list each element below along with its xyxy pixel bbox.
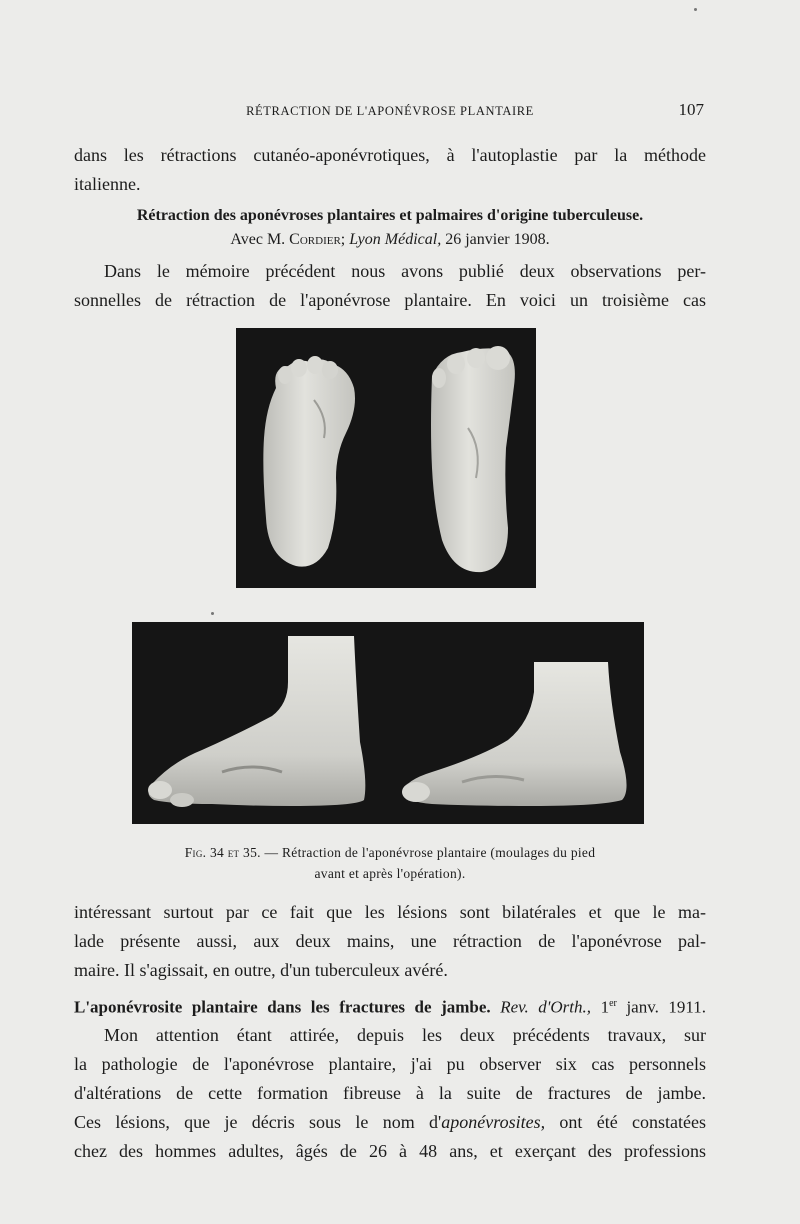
figure-35-photo xyxy=(132,622,644,824)
paper-speck xyxy=(694,8,697,11)
ref-prefix: Avec M. xyxy=(230,231,286,248)
continuation-line-2: lade présente aussi, aux deux mains, une rétraction de l'aponévrose pal- xyxy=(74,931,706,951)
intro-line-1: dans les rétractions cutanéo-aponévrotiques, à l'autoplastie par la méthode xyxy=(74,145,706,165)
caption-text-1: Rétraction de l'aponévrose plantaire (moulages du pied xyxy=(281,845,596,860)
section1-heading xyxy=(74,204,706,252)
caption-line-2: avant et après l'opération). xyxy=(314,866,466,881)
continuation-paragraph xyxy=(74,898,706,985)
section2-date-sup: er xyxy=(609,998,617,1009)
ref-sep: ; xyxy=(340,231,346,248)
section2-date-num: 1 xyxy=(600,997,610,1017)
section2-line-5: chez des hommes adultes, âgés de 26 à 48 ans, et exerçant des professions xyxy=(74,1141,706,1161)
section1-paragraph xyxy=(74,257,706,315)
section1-line-1: Dans le mémoire précédent nous avons publié deux observations per- xyxy=(104,261,706,281)
section2-date-rest: janv. 1911. xyxy=(626,997,707,1017)
section1-title: Rétraction des aponévroses plantaires et palmaires d'origine tuberculeuse. xyxy=(136,207,644,224)
section2-line-4-c: ont été constatées xyxy=(545,1112,707,1132)
section2-line-1: Mon attention étant attirée, depuis les deux précédents travaux, sur xyxy=(104,1025,706,1045)
continuation-line-1: intéressant surtout par ce fait que les lésions sont bilatérales et que le ma- xyxy=(74,902,706,922)
running-header xyxy=(70,100,710,124)
section2-heading-line xyxy=(74,991,706,1021)
section2-paragraph xyxy=(74,1021,706,1166)
section2-line-4 xyxy=(74,1108,706,1137)
page-number: 107 xyxy=(678,100,704,119)
intro-paragraph xyxy=(74,141,706,199)
intro-line-2: italienne. xyxy=(74,174,141,194)
lateral-casts-illustration xyxy=(132,622,644,824)
ref-author: Cordier xyxy=(289,231,341,248)
running-title: RÉTRACTION DE L'APONÉVROSE PLANTAIRE xyxy=(246,104,534,118)
plantar-casts-illustration xyxy=(236,328,536,588)
section2-line-3: d'altérations de cette formation fibreuse à la suite de fractures de jambe. xyxy=(74,1083,706,1103)
section1-reference xyxy=(74,228,706,252)
section1-line-2: sonnelles de rétraction de l'aponévrose plantaire. En voici un troisième cas xyxy=(74,290,706,310)
continuation-line-3: maire. Il s'agissait, en outre, d'un tuberculeux avéré. xyxy=(74,960,448,980)
section2-journal: Rev. d'Orth., xyxy=(500,997,592,1017)
caption-fig-label: Fig. 34 et 35. xyxy=(184,845,261,860)
right-sole-cast xyxy=(431,346,515,572)
caption-dash: — xyxy=(264,845,279,860)
ref-date: 26 janvier 1908. xyxy=(445,231,550,248)
section2-line-2: la pathologie de l'aponévrose plantaire, j'ai pu observer six cas personnels xyxy=(74,1054,706,1074)
section2-heading xyxy=(74,991,706,1021)
paper-speck xyxy=(211,612,214,615)
section2-title: L'aponévrosite plantaire dans les fractures de jambe. xyxy=(74,997,491,1017)
caption-line-1 xyxy=(130,842,650,863)
section2-line-4-b: aponévrosites, xyxy=(441,1112,546,1132)
ref-journal: Lyon Médical, xyxy=(349,231,442,248)
figure-34-photo xyxy=(236,328,536,588)
section2-line-4-a: Ces lésions, que je décris sous le nom d' xyxy=(74,1112,442,1132)
figure-caption xyxy=(130,842,650,884)
